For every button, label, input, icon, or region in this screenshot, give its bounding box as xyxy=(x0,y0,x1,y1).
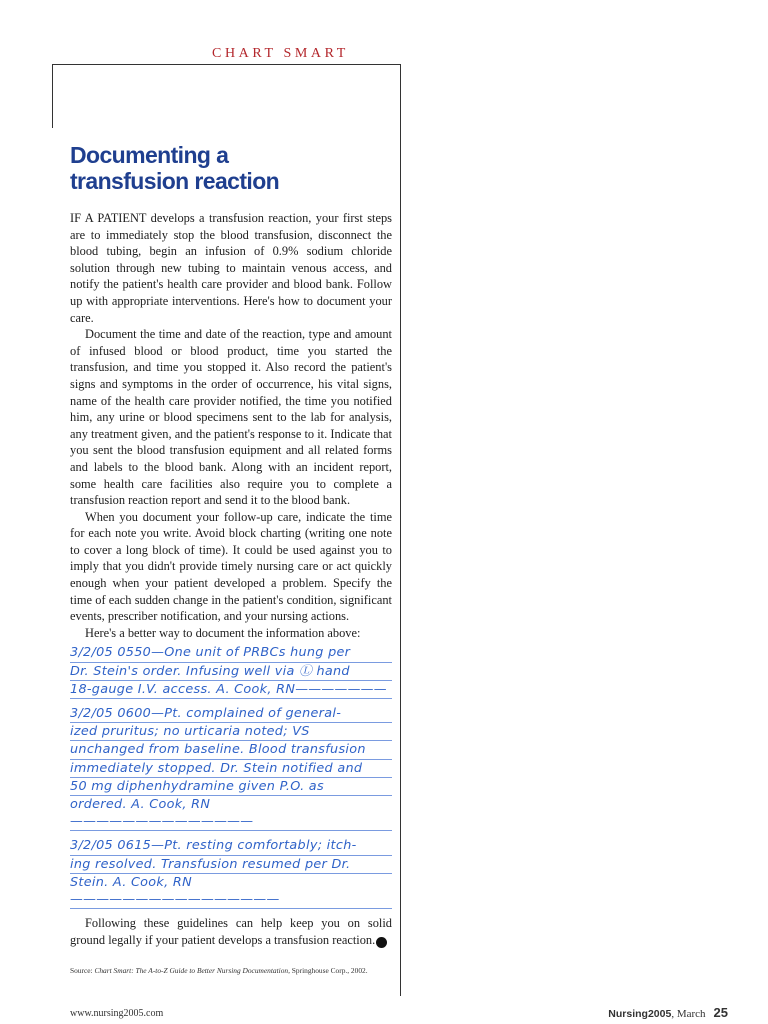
article-body xyxy=(70,210,397,948)
issue-month: , March xyxy=(671,1008,706,1020)
paragraph-1 xyxy=(70,210,392,326)
note-line: 3/2/05 0615—Pt. resting comfortably; itch- xyxy=(70,837,392,855)
lead-in: IF A PATIENT xyxy=(70,211,147,225)
headline-line-1: Documenting a xyxy=(70,142,229,168)
end-mark-icon: N xyxy=(376,937,387,948)
note-line: ing resolved. Transfusion resumed per Dr. xyxy=(70,856,392,874)
source-prefix: Source: xyxy=(70,966,95,975)
chart-smart-rubric: CHART SMART xyxy=(212,46,349,61)
note-line: unchanged from baseline. Blood transfusion xyxy=(70,741,392,759)
source-credit xyxy=(70,966,400,976)
top-rule xyxy=(52,64,401,65)
paragraph-1-text: develops a transfusion reaction, your first steps are to immediately stop the blood transfusion, disconnect the blood tubing, begin an infusion of 0.9% sodium chloride solution through new tubing to maintain venous access, and notify the patient's health care provider and blood bank. Follow up with appropriate interventions. Here's how to document your care. xyxy=(70,211,392,325)
headline-line-2: transfusion reaction xyxy=(70,168,280,194)
note-line: 50 mg diphenhydramine given P.O. as xyxy=(70,778,392,796)
headline xyxy=(70,142,390,194)
note-line: 18-gauge I.V. access. A. Cook, RN——————— xyxy=(70,681,392,699)
footer-url: www.nursing2005.com xyxy=(70,1008,164,1019)
paragraph-2: Document the time and date of the reaction, type and amount of infused blood or blood product, time you started the transfusion, and time you stopped it. Also record the patient's signs and symptoms in the order of occurrence, his vital signs, name of the health care provider notified, the time you notified him, any urine or blood specimens sent to the lab for analysis, any treatment given, and the patient's response to it. Indicate that you sent the blood transfusion equipment and all related forms and labels to the blood bank. Along with an incident report, some health care facilities also require you to complete a transfusion reaction report and send it to the blood bank. xyxy=(70,327,392,508)
note-3 xyxy=(70,837,392,909)
column-rule xyxy=(400,64,401,996)
note-line: immediately stopped. Dr. Stein notified and xyxy=(70,760,392,778)
footer-right xyxy=(608,1005,728,1020)
source-suffix: Springhouse Corp., 2002. xyxy=(289,966,368,975)
note-1 xyxy=(70,644,392,699)
page-number: 25 xyxy=(713,1005,728,1020)
note-line: 3/2/05 0550—One unit of PRBCs hung per xyxy=(70,644,392,662)
note-line: Stein. A. Cook, RN———————————————— xyxy=(70,874,392,909)
note-line: ized pruritus; no urticaria noted; VS xyxy=(70,723,392,741)
paragraph-3: When you document your follow-up care, indicate the time for each note you write. Avoid block charting (writing one note to cover a long block of time). It could be used against you to imply that you didn't provide timely nursing care or act quickly enough when your patient developed a problem. Specify the time of each sudden change in the patient's condition, significant events, prescriber notification, and your nursing actions. xyxy=(70,509,392,624)
source-title: Chart Smart: The A-to-Z Guide to Better Nursing Documentation, xyxy=(94,966,290,975)
paragraph-4: Here's a better way to document the information above: xyxy=(85,625,361,640)
note-line: 3/2/05 0600—Pt. complained of general- xyxy=(70,705,392,723)
handwritten-notes xyxy=(70,644,392,909)
note-line: Dr. Stein's order. Infusing well via Ⓛ hand xyxy=(70,663,392,681)
left-rule xyxy=(52,64,53,128)
magazine-name: Nursing2005 xyxy=(608,1008,672,1020)
closing-text: Following these guidelines can help keep you on solid ground legally if your patient develops a transfusion reaction. xyxy=(70,916,392,947)
note-line: ordered. A. Cook, RN—————————————— xyxy=(70,796,392,831)
note-2 xyxy=(70,705,392,831)
closing-paragraph xyxy=(70,915,397,948)
